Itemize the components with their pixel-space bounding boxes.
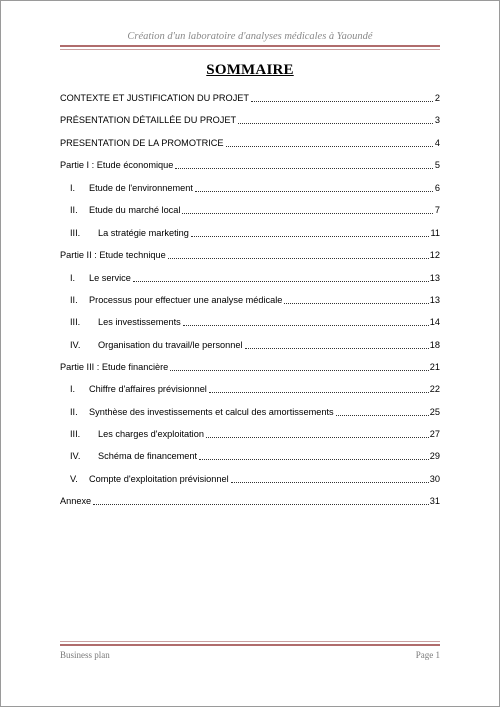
footer-label: Business plan xyxy=(60,650,110,660)
toc-entry-number: II. xyxy=(70,295,78,305)
toc-leader-dots xyxy=(251,100,433,102)
toc-leader-dots xyxy=(93,503,429,505)
toc-leader-dots xyxy=(168,257,429,259)
toc-leader-dots xyxy=(133,280,429,282)
page-number: Page 1 xyxy=(415,650,440,660)
toc-entry-page: 31 xyxy=(429,496,440,506)
toc-entry-number: IV. xyxy=(70,340,81,350)
footer-rule-thin xyxy=(60,641,440,642)
toc-entry-title: Etude de l'environnement xyxy=(89,183,193,193)
footer-rule xyxy=(60,644,440,646)
toc-entry-title: Annexe xyxy=(60,496,92,506)
toc-entry-page: 25 xyxy=(429,407,440,417)
toc-leader-dots xyxy=(206,436,429,438)
header-rule xyxy=(60,45,440,47)
toc-entry[interactable] xyxy=(60,337,440,351)
toc-entry-title: Etude du marché local xyxy=(89,205,181,215)
toc-leader-dots xyxy=(182,212,433,214)
toc-entry[interactable] xyxy=(60,202,440,216)
toc-entry[interactable] xyxy=(60,381,440,395)
toc-leader-dots xyxy=(245,347,429,349)
toc-entry-page: 13 xyxy=(429,295,440,305)
toc-leader-dots xyxy=(199,458,429,460)
toc-entry-title: Chiffre d'affaires prévisionnel xyxy=(89,384,207,394)
toc-entry[interactable] xyxy=(60,292,440,306)
header-rule-thin xyxy=(60,49,440,50)
toc-entry[interactable] xyxy=(60,426,440,440)
toc-leader-dots xyxy=(226,145,433,147)
toc-entry-number: III. xyxy=(70,429,81,439)
toc-entry-page: 2 xyxy=(434,93,440,103)
toc-entry-title: Partie I : Etude économique xyxy=(60,160,174,170)
toc-entry[interactable] xyxy=(60,270,440,284)
toc-leader-dots xyxy=(336,414,429,416)
toc-entry-title: Le service xyxy=(89,273,131,283)
toc-leader-dots xyxy=(284,302,428,304)
toc-leader-dots xyxy=(183,324,429,326)
toc-entry-page: 5 xyxy=(434,160,440,170)
toc-entry-page: 4 xyxy=(434,138,440,148)
toc-entry-number: II. xyxy=(70,407,78,417)
page-title: SOMMAIRE xyxy=(206,62,294,78)
toc-entry-number: I. xyxy=(70,183,76,193)
toc-leader-dots xyxy=(195,190,433,192)
running-header: Création d'un laboratoire d'analyses médicales à Yaoundé xyxy=(127,31,373,42)
toc-entry[interactable] xyxy=(60,404,440,418)
toc-leader-dots xyxy=(175,167,433,169)
toc-entry-page: 22 xyxy=(429,384,440,394)
toc-entry[interactable] xyxy=(60,90,440,104)
toc-entry-number: V. xyxy=(70,474,78,484)
toc-entry-title: PRESENTATION DE LA PROMOTRICE xyxy=(60,138,224,148)
toc-entry[interactable] xyxy=(60,247,440,261)
toc-entry-number: II. xyxy=(70,205,78,215)
toc-entry-title: Les investissements xyxy=(98,317,181,327)
toc-entry-number: I. xyxy=(70,384,76,394)
toc-entry-title: Compte d'exploitation prévisionnel xyxy=(89,474,229,484)
toc-entry-title: Les charges d'exploitation xyxy=(98,429,204,439)
toc-leader-dots xyxy=(191,235,430,237)
toc-entry-page: 6 xyxy=(434,183,440,193)
toc-leader-dots xyxy=(238,122,433,124)
toc-entry-page: 21 xyxy=(429,362,440,372)
toc-entry-title: PRÉSENTATION DÉTAILLÉE DU PROJET xyxy=(60,115,237,125)
toc-entry[interactable] xyxy=(60,180,440,194)
toc-entry-title: Processus pour effectuer une analyse médicale xyxy=(89,295,283,305)
toc-entry-number: III. xyxy=(70,228,81,238)
toc-leader-dots xyxy=(170,369,428,371)
toc-entry-title: Partie III : Etude financière xyxy=(60,362,169,372)
toc-entry-page: 14 xyxy=(429,317,440,327)
toc-leader-dots xyxy=(231,481,429,483)
toc-entry-page: 18 xyxy=(429,340,440,350)
toc-leader-dots xyxy=(209,391,429,393)
toc-entry-title: Organisation du travail/le personnel xyxy=(98,340,243,350)
toc-entry-page: 3 xyxy=(434,115,440,125)
toc-entry[interactable] xyxy=(60,493,440,507)
toc-entry-page: 13 xyxy=(429,273,440,283)
toc-entry[interactable] xyxy=(60,471,440,485)
toc-entry-page: 7 xyxy=(434,205,440,215)
toc-entry[interactable] xyxy=(60,112,440,126)
toc-entry-page: 12 xyxy=(429,250,440,260)
toc-entry-number: I. xyxy=(70,273,76,283)
toc-entry[interactable] xyxy=(60,135,440,149)
toc-entry-page: 27 xyxy=(429,429,440,439)
toc-entry[interactable] xyxy=(60,225,440,239)
toc-entry-page: 30 xyxy=(429,474,440,484)
toc-entry-title: Synthèse des investissements et calcul des amortissements xyxy=(89,407,334,417)
toc-entry-title: CONTEXTE ET JUSTIFICATION DU PROJET xyxy=(60,93,250,103)
toc-entry-number: IV. xyxy=(70,451,81,461)
toc-entry[interactable] xyxy=(60,157,440,171)
toc-entry-title: La stratégie marketing xyxy=(98,228,189,238)
toc-entry[interactable] xyxy=(60,314,440,328)
toc-entry-page: 11 xyxy=(430,228,440,238)
toc-entry[interactable] xyxy=(60,359,440,373)
toc-entry-title: Schéma de financement xyxy=(98,451,198,461)
toc-entry-number: III. xyxy=(70,317,81,327)
toc-entry-page: 29 xyxy=(429,451,440,461)
toc-entry-title: Partie II : Etude technique xyxy=(60,250,166,260)
toc-entry[interactable] xyxy=(60,448,440,462)
